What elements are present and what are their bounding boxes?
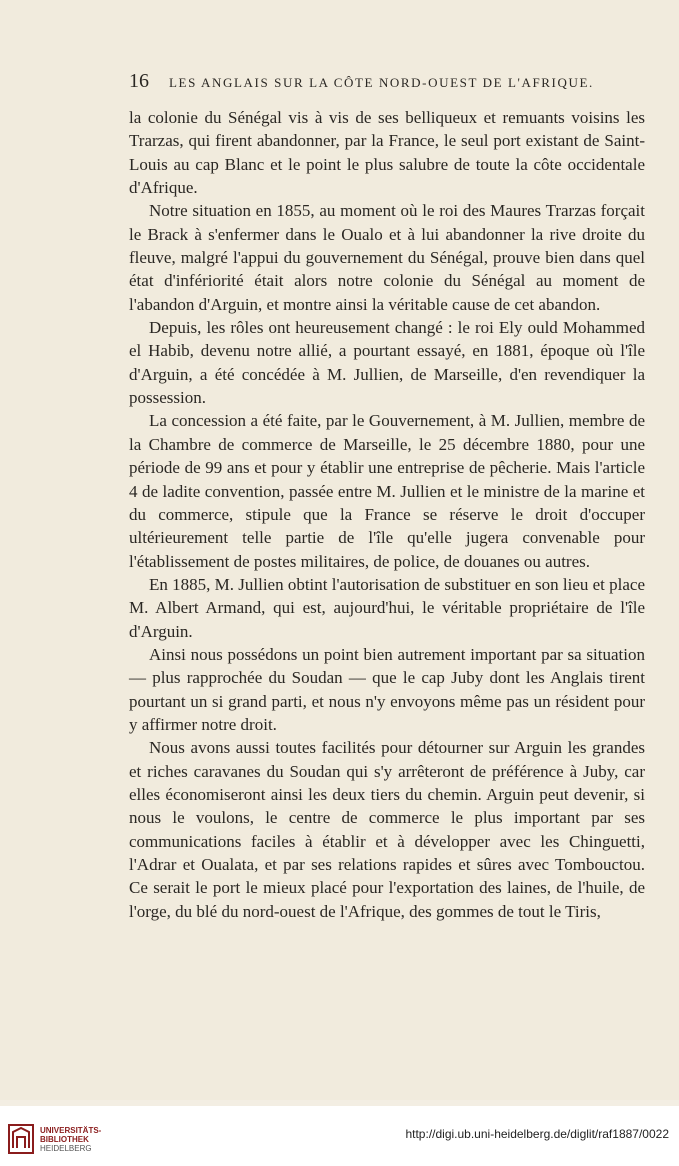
page-header xyxy=(129,70,645,93)
footer-bar xyxy=(0,1106,679,1166)
paragraph: En 1885, M. Jullien obtint l'autorisation de substituer en son lieu et place M. Albert Armand, qui est, aujourd'hui, le véritable propriétaire de l'île d'Arguin. xyxy=(129,574,645,641)
body-text xyxy=(129,106,645,923)
paragraph: Nous avons aussi toutes facilités pour détourner sur Arguin les grandes et riches caravanes du Soudan qui s'y arrêteront de préférence à Juby, car elles économiseront ainsi les deux tiers du chemin. Arguin peut devenir, si nous le voulons, le centre de commerce le plus important par ses communications faciles à établir et à développer avec les Chinguetti, l'Adrar et Oualata, et par ses relations rapides et sûres avec Tombouctou. Ce serait le port le mieux placé pour l'exportation des laines, de l'huile, de l'orge, du blé du nord-ouest de l'Afrique, des gommes de tout le Tiris, xyxy=(129,738,645,921)
paragraph: Depuis, les rôles ont heureusement changé : le roi Ely ould Mohammed el Habib, devenu notre allié, a pourtant essayé, en 1881, époque où l'île d'Arguin, a été concédée à M. Jullien, de Marseille, d'en revendiquer la possession. xyxy=(129,318,645,408)
paragraph: Ainsi nous possédons un point bien autrement important par sa situation — plus rapprochée du Soudan — que le cap Juby dont les Anglais tirent pourtant un si grand parti, et nous n'y envoyons même pas un résident pour y affirmer notre droit. xyxy=(129,644,645,734)
source-url-link[interactable]: http://digi.ub.uni-heidelberg.de/diglit/raf1887/0022 xyxy=(405,1127,669,1141)
library-name-line1: UNIVERSITÄTS- xyxy=(40,1125,102,1135)
library-logo xyxy=(8,1124,101,1154)
library-name-line2: BIBLIOTHEK xyxy=(40,1134,89,1144)
paragraph: La concession a été faite, par le Gouvernement, à M. Jullien, membre de la Chambre de commerce de Marseille, le 25 décembre 1880, pour une période de 99 ans et pour y établir une entreprise de pêcherie. Mais l'article 4 de ladite convention, passée entre M. Jullien et le ministre de la marine et du commerce, stipule que la France se réserve le droit d'occuper ultérieurement telle partie de l'île qu'elle jugera convenable pour l'établissement de postes militaires, de police, de douanes ou autres. xyxy=(129,411,645,571)
paragraph: Notre situation en 1855, au moment où le roi des Maures Trarzas forçait le Brack à s'enfermer dans le Oualo et à lui abandonner la rive droite du fleuve, malgré l'appui du gouvernement du Sénégal, prouve bien dans quel état d'infériorité était alors notre colonie du Sénégal au moment de l'abandon d'Arguin, et montre ainsi la véritable cause de cet abandon. xyxy=(129,201,645,314)
page-number: 16 xyxy=(129,70,149,92)
running-title: LES ANGLAIS SUR LA CÔTE NORD-OUEST DE L'AFRIQUE. xyxy=(169,75,594,90)
library-seal-icon xyxy=(8,1124,34,1154)
paragraph: la colonie du Sénégal vis à vis de ses belliqueux et remuants voisins les Trarzas, qui firent abandonner, par la France, le seul port existant de Saint-Louis au cap Blanc et le point le plus salubre de toute la côte occidentale d'Afrique. xyxy=(129,108,645,198)
library-name-line3: HEIDELBERG xyxy=(40,1143,92,1153)
